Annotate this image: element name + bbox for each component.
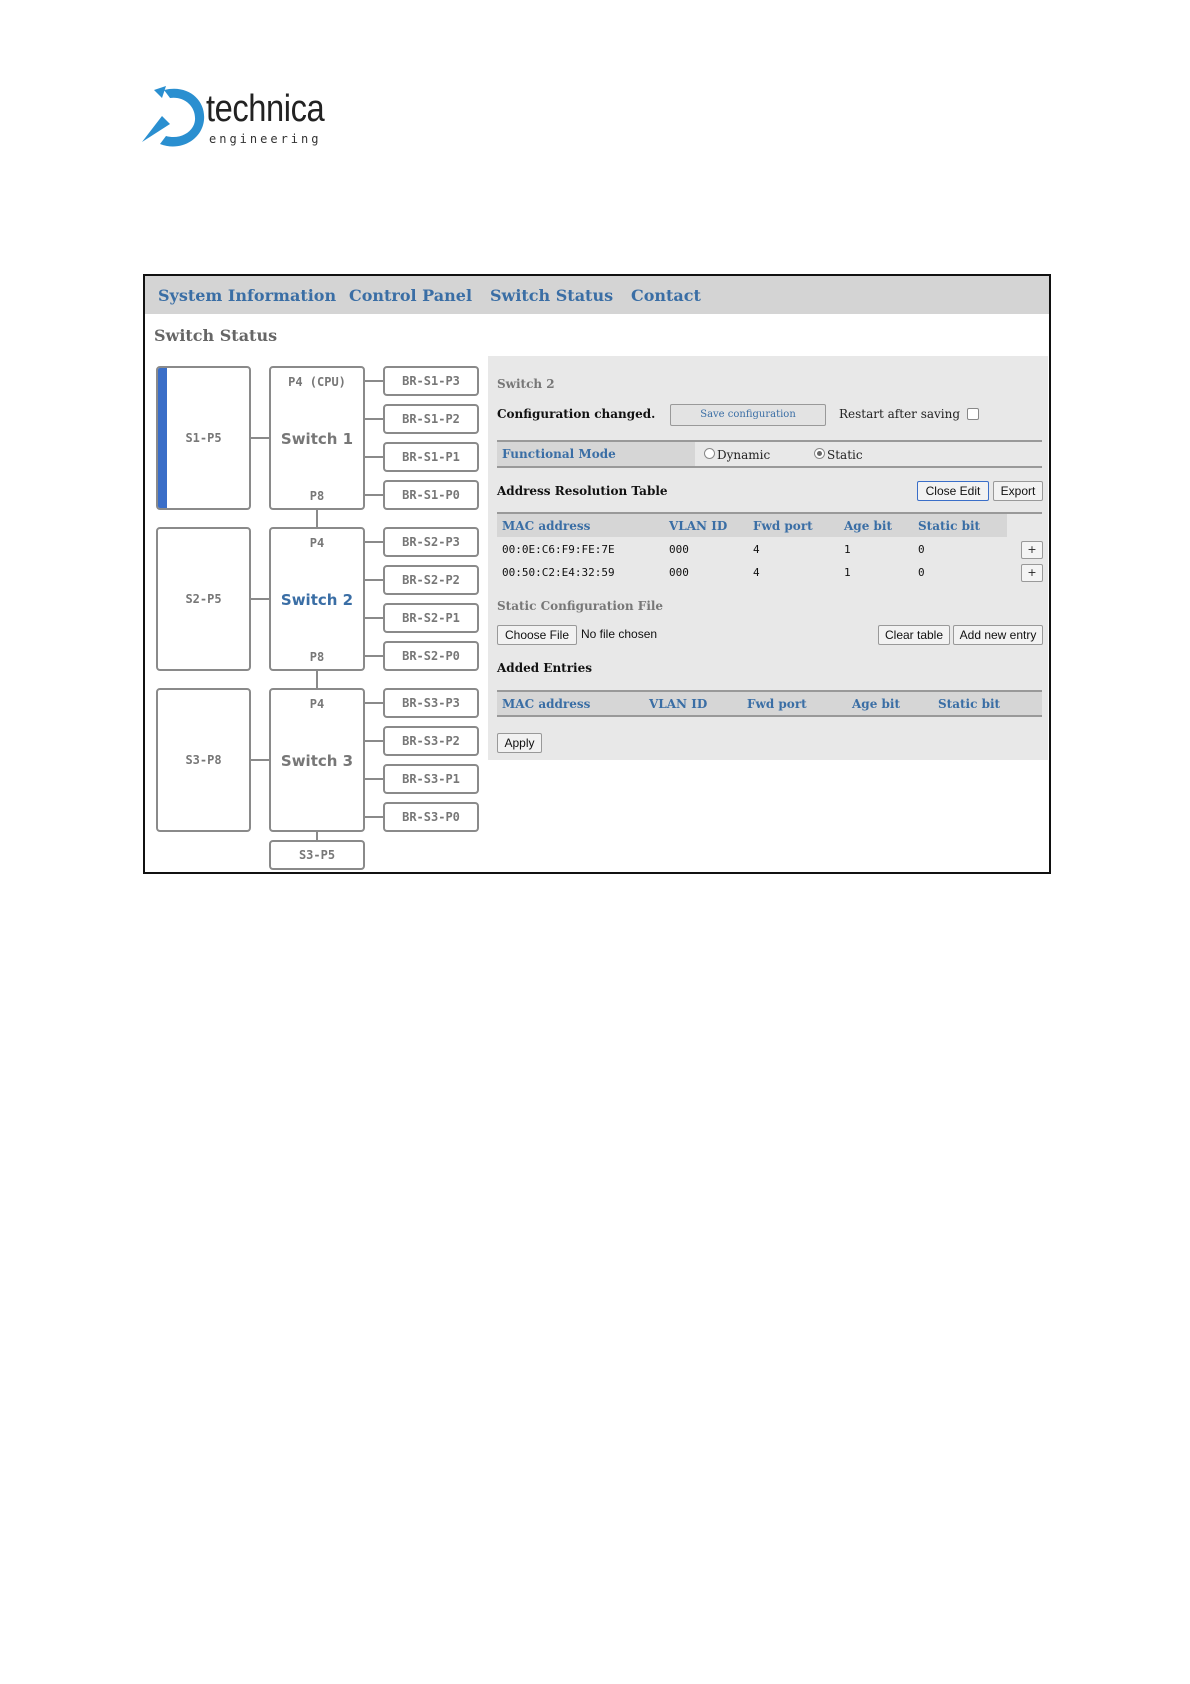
connector-line [365,740,383,742]
port-label: BR-S2-P0 [402,649,460,663]
switch-config-panel [488,356,1048,760]
port-label: S2-P5 [185,592,222,606]
connector-line [316,510,318,527]
connector-line [365,778,383,780]
switch-1-bottom-port: P8 [309,489,325,503]
config-changed-text: Configuration changed. [497,407,656,421]
port-label: S3-P5 [298,848,336,862]
connector-line [365,702,383,704]
divider [497,466,1042,468]
port-label: BR-S3-P3 [402,696,460,710]
dynamic-radio[interactable] [704,448,715,459]
added-entries-title: Added Entries [497,661,592,675]
switch-3[interactable] [269,688,365,832]
nav-switch-status[interactable]: Switch Status [490,286,614,305]
art-cell: 000 [669,566,689,579]
restart-label: Restart after saving [839,407,961,421]
port-label: BR-S1-P3 [402,374,460,388]
art-cell: 1 [844,566,851,579]
choose-file-button[interactable]: Choose File [497,625,577,645]
connector-line [365,418,383,420]
art-cell: 00:50:C2:E4:32:59 [502,566,615,579]
art-cell: 4 [753,543,760,556]
add-new-entry-button[interactable]: Add new entry [953,625,1043,645]
nav-bar [145,276,1049,314]
br-port[interactable] [383,764,479,794]
functional-mode-label: Functional Mode [502,447,616,461]
connector-line [365,816,383,818]
added-col-vlan: VLAN ID [649,697,708,711]
switch-2-title: Switch 2 [280,591,354,609]
brand-name: technica [206,88,325,130]
switch-2-bottom-port: P8 [309,650,325,664]
art-col-vlan: VLAN ID [669,519,728,533]
art-col-mac: MAC address [502,519,591,533]
clear-table-button[interactable]: Clear table [878,625,950,645]
nav-contact[interactable]: Contact [631,286,701,305]
row-add-button[interactable]: + [1021,541,1043,559]
br-port[interactable] [383,802,479,832]
br-port[interactable] [383,565,479,595]
switch-3-top-port: P4 [309,697,325,711]
art-col-static: Static bit [918,519,981,533]
dynamic-label: Dynamic [717,448,771,462]
static-config-title: Static Configuration File [497,599,664,613]
art-cell: 00:0E:C6:F9:FE:7E [502,543,615,556]
row-add-button[interactable]: + [1021,564,1043,582]
added-col-static: Static bit [938,697,1001,711]
switch-3-title: Switch 3 [280,752,354,770]
port-label: BR-S3-P2 [402,734,460,748]
nav-system-information[interactable]: System Information [158,286,337,305]
connector-line [251,759,269,761]
art-cell: 4 [753,566,760,579]
port-label: BR-S1-P2 [402,412,460,426]
port-label: S1-P5 [185,431,222,445]
added-col-fwd: Fwd port [747,697,807,711]
bottom-port-s3-p5[interactable] [269,840,365,870]
art-cell: 000 [669,543,689,556]
close-edit-button[interactable]: Close Edit [917,481,989,501]
save-configuration-button[interactable]: Save configuration [670,404,826,426]
br-port[interactable] [383,527,479,557]
art-col-age: Age bit [844,519,893,533]
art-title: Address Resolution Table [497,484,668,498]
connector-line [365,655,383,657]
connector-line [365,494,383,496]
export-button[interactable]: Export [993,481,1043,501]
br-port[interactable] [383,480,479,510]
page-title: Switch Status [154,326,278,345]
art-cell: 1 [844,543,851,556]
art-cell: 0 [918,566,925,579]
port-label: BR-S3-P0 [402,810,460,824]
external-port-s3-p8[interactable] [156,688,251,832]
switch-label: Switch 2 [497,377,555,391]
connector-line [365,579,383,581]
connector-line [316,832,318,840]
active-indicator [158,368,167,508]
port-label: BR-S1-P1 [402,450,460,464]
app-window [143,274,1051,874]
art-cell: 0 [918,543,925,556]
connector-line [365,617,383,619]
br-port[interactable] [383,404,479,434]
br-port[interactable] [383,442,479,472]
connector-line [365,541,383,543]
connector-line [251,598,269,600]
added-col-mac: MAC address [502,697,591,711]
restart-checkbox[interactable] [967,408,979,420]
port-label: BR-S1-P0 [402,488,460,502]
port-label: S3-P8 [185,753,222,767]
static-label: Static [827,448,863,462]
added-col-age: Age bit [852,697,901,711]
switch-2-top-port: P4 [309,536,325,550]
connector-line [316,671,318,688]
connector-line [365,456,383,458]
connector-line [251,437,269,439]
external-port-s2-p5[interactable] [156,527,251,671]
art-col-fwd: Fwd port [753,519,813,533]
port-label: BR-S2-P2 [402,573,460,587]
port-label: BR-S2-P1 [402,611,460,625]
brand-tagline: engineering [209,132,322,146]
port-label: BR-S2-P3 [402,535,460,549]
divider [497,715,1042,717]
no-file-chosen-text: No file chosen [581,627,658,641]
switch-2[interactable] [269,527,365,671]
external-port-s1-p5[interactable] [156,366,251,510]
br-port[interactable] [383,688,479,718]
br-port[interactable] [383,726,479,756]
switch-1-title: Switch 1 [280,430,354,448]
br-port[interactable] [383,641,479,671]
br-port[interactable] [383,603,479,633]
br-port[interactable] [383,366,479,396]
connector-line [365,380,383,382]
apply-button[interactable]: Apply [497,733,542,753]
port-label: BR-S3-P1 [402,772,460,786]
switch-1-top-port: P4 (CPU) [288,375,346,389]
static-radio[interactable] [814,448,825,459]
nav-control-panel[interactable]: Control Panel [349,286,473,305]
switch-1[interactable] [269,366,365,510]
